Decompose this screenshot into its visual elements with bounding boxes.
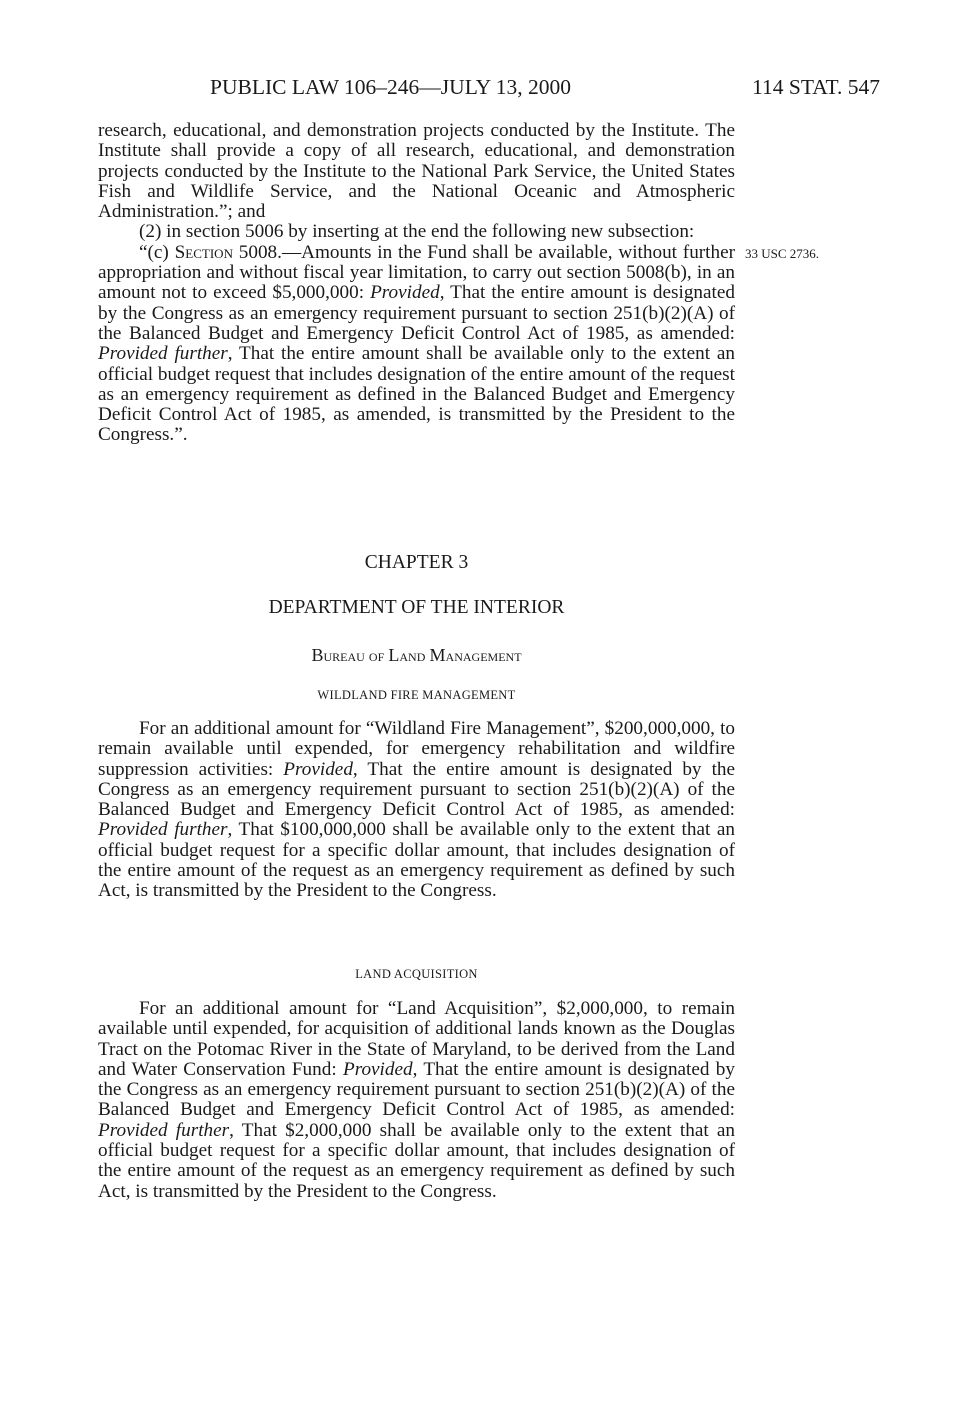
land-acquisition-block: [98, 999, 735, 1202]
wildland-fire-block: [98, 719, 735, 902]
land-acquisition-paragraph: For an additional amount for “Land Acquisition”, $2,000,000, to remain available until expended, for acquisition of additional lands known as the Douglas Tract on the Potomac River in the State of Maryland, to be derived from the Land and Water Conservation Fund: Provided, That the entire amount is designated by the Congress as an emergency requirement pursuant to section 251(b)(2)(A) of the Balanced Budget and Emergency Deficit Control Act of 1985, as amended: Provided further, That $2,000,000 shall be available only to the extent that an official budget request for a specific dollar amount, that includes designation of the entire amount of the request as an emergency requirement as defined by such Act, is transmitted by the President to the Congress.: [98, 998, 736, 1202]
margin-citation: 33 USC 2736.: [745, 246, 820, 261]
header-title: PUBLIC LAW 106–246—JULY 13, 2000: [210, 75, 572, 99]
provided-further-label: Provided further: [98, 343, 228, 365]
department-heading: DEPARTMENT OF THE INTERIOR: [268, 597, 565, 618]
paragraph-subsection-c: [98, 243, 735, 446]
paragraph-institute: research, educational, and demonstration projects conducted by the Institute. The Institute shall provide a copy of all research, educational, and demonstration projects conducted by the Institute to the National Park Service, the United States Fish and Wildlife Service, and the National Oceanic and Atmospheric Administration.”; and: [98, 120, 735, 223]
provided-label: Provided: [370, 282, 440, 304]
continued-text-block: [98, 121, 735, 446]
provided-further-label: Provided further: [98, 1119, 230, 1141]
provided-label: Provided: [342, 1058, 413, 1080]
wildland-fire-paragraph: For an additional amount for “Wildland Fire Management”, $200,000,000, to remain available until expended, for emergency rehabilitation and wildfire suppression activities: Provided, That the entire amount is designated by the Congress as an emergency requirement pursuant to section 251(b)(2)(A) of the Balanced Budget and Emergency Deficit Control Act of 1985, as amended: Provided further, That $100,000,000 shall be available only to the extent that an official budget request for a specific dollar amount, that includes designation of the entire amount of the request as an emergency requirement as defined by such Act, is transmitted by the President to the Congress.: [98, 718, 736, 902]
statute-page-number: 114 STAT. 547: [752, 75, 880, 99]
subsection-text-b: , That the entire amount is designated by the Congress as an emergency requirement pursuant to section 251(b)(2)(A) of the Balanced Budget and Emergency Deficit Control Act of 1985, as amended:: [98, 282, 735, 344]
paragraph-section-5006: (2) in section 5006 by inserting at the end the following new subsection:: [139, 221, 695, 243]
provided-further-label: Provided further: [98, 819, 228, 841]
subsection-open: “(c): [139, 241, 175, 263]
wildland-fire-heading: WILDLAND FIRE MANAGEMENT: [317, 688, 516, 702]
subsection-text-c: , That the entire amount shall be available only to the extent an official budget request that includes designation of the entire amount of the request as an emergency requirement as defined in the Balanced Budget and Emergency Deficit Control Act of 1985, as amended, is transmitted by the President to the Congress.”.: [98, 343, 735, 446]
provided-label: Provided: [283, 758, 353, 780]
page-header: [100, 74, 880, 100]
bureau-heading: Bureau of Land Management: [311, 645, 522, 665]
subsection-text-a: 5008.—Amounts in the Fund shall be available, without further appropriation and without fiscal year limitation, to carry out section 5008(b), in an amount not to exceed $5,000,000:: [98, 241, 736, 304]
chapter-heading: CHAPTER 3: [364, 552, 469, 573]
section-label: Section: [174, 241, 233, 263]
land-acquisition-heading: LAND ACQUISITION: [355, 967, 478, 981]
